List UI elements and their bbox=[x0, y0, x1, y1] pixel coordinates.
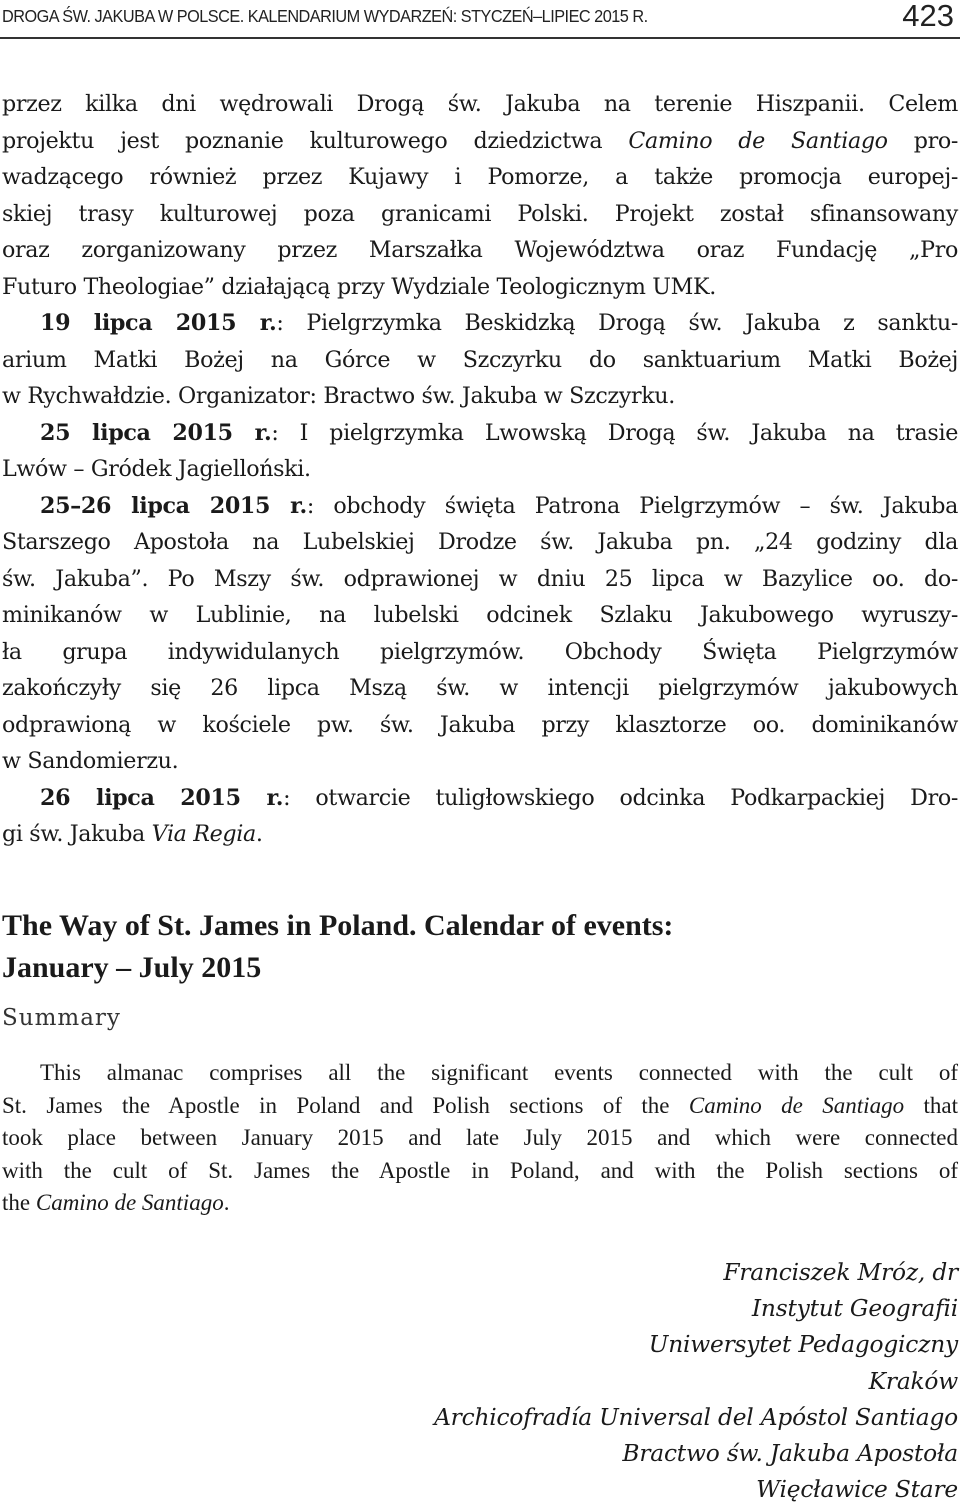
author-affiliation: Uniwersytet Pedagogiczny bbox=[648, 1331, 958, 1359]
body-line: skiej trasy kulturowej poza granicami Polski. Projekt został sfinansowany bbox=[2, 200, 958, 227]
body-line: w Sandomierzu. bbox=[2, 748, 179, 774]
body-text bbox=[2, 86, 958, 853]
body-line: św. Jakuba”. Po Mszy św. odprawionej w dniu 25 lipca w Bazylice oo. do- bbox=[2, 565, 958, 592]
event-date: 19 lipca 2015 r. bbox=[40, 310, 277, 336]
author-affiliation: Bractwo św. Jakuba Apostoła bbox=[622, 1440, 958, 1468]
body-line: ła grupa indywidulanych pielgrzymów. Obchody Święta Pielgrzymów bbox=[2, 638, 958, 665]
event-entry: 26 lipca 2015 r.: otwarcie tuligłowskiego odcinka Podkarpackiej Dro- bbox=[40, 784, 958, 811]
summary-text: This almanac comprises all the significant events connected with the cult of St. James the Apostle in Poland and Polish sections of the Camino de Santiago that took place between January 2015 and late July 2015 and which were connected with the cult of St. James the Apostle in Poland, and with the Polish sections of the Camino de Santiago. bbox=[2, 1060, 958, 1215]
event-date: 26 lipca 2015 r. bbox=[40, 784, 284, 811]
body-line: Starszego Apostoła na Lubelskiej Drodze św. Jakuba pn. „24 godziny dla bbox=[2, 529, 958, 555]
body-line: odprawioną w kościele pw. św. Jakuba przy klasztorze oo. dominikanów bbox=[2, 711, 958, 738]
event-date: 25 lipca 2015 r. bbox=[40, 419, 272, 446]
event-entry: 25–26 lipca 2015 r.: obchody święta Patrona Pielgrzymów – św. Jakuba bbox=[40, 492, 958, 519]
body-line: w Rychwałdzie. Organizator: Bractwo św. Jakuba w Szczyrku. bbox=[2, 383, 675, 409]
author-signature bbox=[434, 1255, 958, 1508]
event-date: 25–26 lipca 2015 r. bbox=[40, 492, 307, 519]
body-line: wadzącego również przez Kujawy i Pomorze, a także promocja europej- bbox=[2, 164, 958, 190]
author-affiliation: Więcławice Stare bbox=[756, 1476, 958, 1504]
running-title: DROGA ŚW. JAKUBA W POLSCE. KALENDARIUM WYDARZEŃ: STYCZEŃ–LIPIEC 2015 R. bbox=[2, 6, 648, 26]
event-entry: 19 lipca 2015 r.: Pielgrzymka Beskidzką Drogą św. Jakuba z sanktu- bbox=[40, 310, 958, 336]
author-affiliation: Kraków bbox=[868, 1367, 958, 1395]
author-name: Franciszek Mróz, dr bbox=[723, 1259, 958, 1286]
body-line: Lwów – Gródek Jagielloński. bbox=[2, 456, 311, 482]
author-affiliation: Instytut Geografii bbox=[751, 1295, 958, 1323]
event-entry: 25 lipca 2015 r.: I pielgrzymka Lwowską Drogą św. Jakuba na trasie bbox=[40, 419, 958, 446]
summary-section bbox=[2, 905, 958, 1220]
body-line: zakończyły się 26 lipca Mszą św. w intencji pielgrzymów jakubowych bbox=[2, 675, 958, 701]
body-line: oraz zorganizowany przez Marszałka Województwa oraz Fundację „Pro bbox=[2, 237, 958, 263]
header-rule bbox=[0, 37, 960, 39]
body-line: arium Matki Bożej na Górce w Szczyrku do sanktuarium Matki Bożej bbox=[2, 346, 958, 373]
summary-heading: Summary bbox=[2, 1005, 121, 1031]
body-line: przez kilka dni wędrowali Drogą św. Jakuba na terenie Hiszpanii. Celem bbox=[2, 91, 958, 117]
author-affiliation: Archicofradía Universal del Apóstol Santiago bbox=[434, 1403, 958, 1431]
body-line: projektu jest poznanie kulturowego dziedzictwa Camino de Santiago pro- bbox=[2, 127, 959, 154]
body-line: minikanów w Lublinie, na lubelski odcinek Szlaku Jakubowego wyruszy- bbox=[2, 602, 958, 628]
body-line: Futuro Theologiae” działającą przy Wydziale Teologicznym UMK. bbox=[2, 273, 716, 300]
page-header bbox=[0, 0, 960, 36]
body-line: gi św. Jakuba Via Regia. bbox=[2, 821, 263, 847]
page-number: 423 bbox=[902, 0, 954, 33]
english-title: The Way of St. James in Poland. Calendar of events: January – July 2015 bbox=[2, 909, 674, 984]
